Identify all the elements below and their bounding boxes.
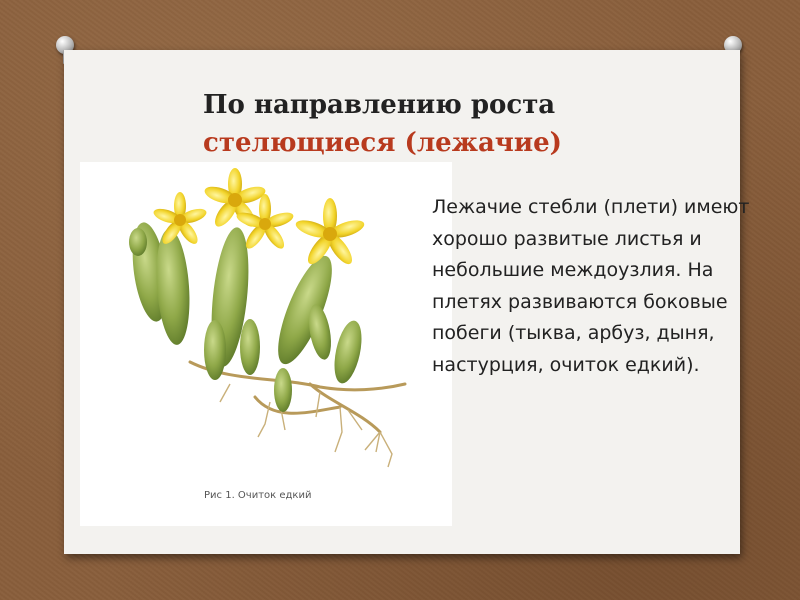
- slide-title: [203, 86, 703, 162]
- shoot-4: [268, 250, 343, 370]
- plant-figure: [80, 162, 452, 526]
- body-paragraph: Лежачие стебли (плети) имеют хорошо развитые листья и небольшие междоузлия. На плетях развиваются боковые побеги (тыква, арбуз, дыня, настурция, очиток едкий).: [432, 196, 750, 376]
- figure-caption: Рис 1. Очиток едкий: [204, 490, 312, 501]
- flowers: [152, 168, 366, 268]
- title-line-2: стелющиеся (лежачие): [203, 128, 562, 158]
- sedum-plant-illustration: [80, 162, 452, 526]
- title-line-1: По направлению роста: [203, 90, 556, 120]
